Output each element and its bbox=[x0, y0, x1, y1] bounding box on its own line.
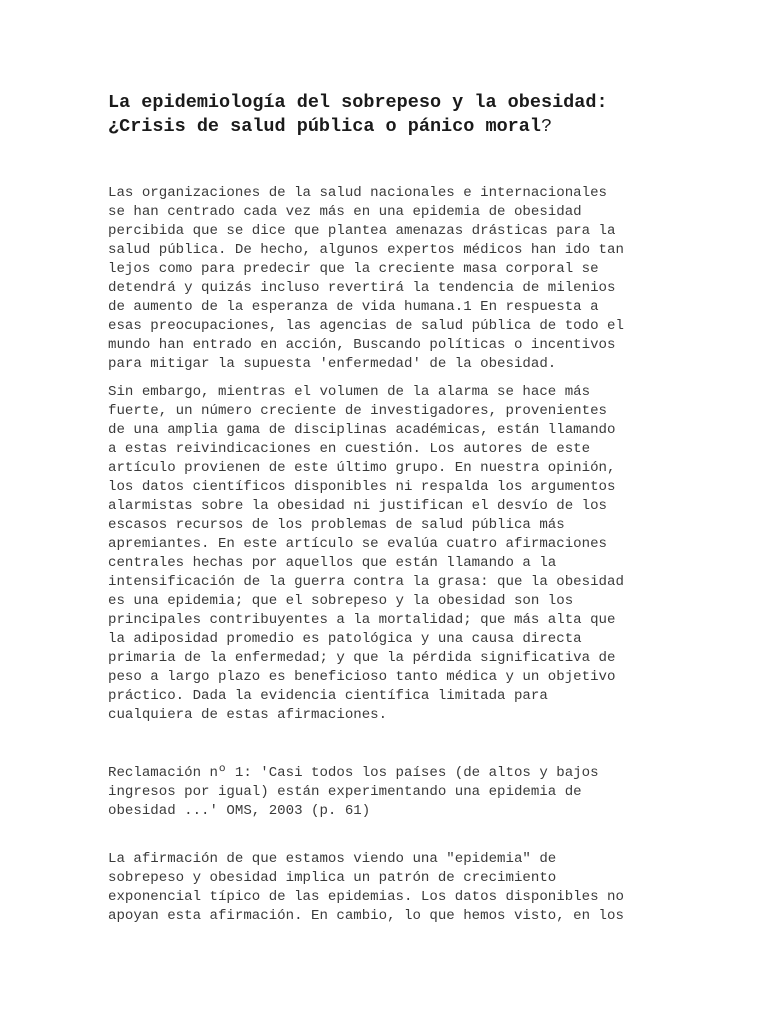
title-line-1: La epidemiología del sobrepeso y la obesidad: bbox=[108, 92, 608, 113]
para-line: Reclamación nº 1: 'Casi todos los países (de altos y bajos bbox=[108, 765, 599, 781]
para-line: apoyan esta afirmación. En cambio, lo que hemos visto, en los bbox=[108, 908, 624, 924]
para-line: para mitigar la supuesta 'enfermedad' de la obesidad. bbox=[108, 356, 557, 372]
para-line: ingresos por igual) están experimentando una epidemia de bbox=[108, 784, 582, 800]
para-line: esas preocupaciones, las agencias de salud pública de todo el bbox=[108, 318, 624, 334]
para-line: Sin embargo, mientras el volumen de la alarma se hace más bbox=[108, 384, 591, 400]
para-line: primaria de la enfermedad; y que la pérdida significativa de bbox=[108, 650, 616, 666]
paragraph-intro bbox=[108, 184, 624, 374]
para-line: principales contribuyentes a la mortalidad; que más alta que bbox=[108, 612, 616, 628]
para-line: La afirmación de que estamos viendo una "epidemia" de bbox=[108, 851, 557, 867]
para-line: fuerte, un número creciente de investigadores, provenientes bbox=[108, 403, 607, 419]
para-line: alarmistas sobre la obesidad ni justifican el desvío de los bbox=[108, 498, 607, 514]
para-line: Las organizaciones de la salud nacionales e internacionales bbox=[108, 185, 607, 201]
para-line: se han centrado cada vez más en una epidemia de obesidad bbox=[108, 204, 582, 220]
para-line: de una amplia gama de disciplinas académicas, están llamando bbox=[108, 422, 616, 438]
para-line: a estas reivindicaciones en cuestión. Los autores de este bbox=[108, 441, 591, 457]
para-line: obesidad ...' OMS, 2003 (p. 61) bbox=[108, 803, 371, 819]
para-line: apremiantes. En este artículo se evalúa cuatro afirmaciones bbox=[108, 536, 607, 552]
para-line: centrales hechas por aquellos que están llamando a la bbox=[108, 555, 557, 571]
para-line: es una epidemia; que el sobrepeso y la obesidad son los bbox=[108, 593, 574, 609]
para-line: artículo provienen de este último grupo. En nuestra opinión, bbox=[108, 460, 616, 476]
paragraph-counterargument bbox=[108, 383, 624, 725]
para-line: práctico. Dada la evidencia científica limitada para bbox=[108, 688, 548, 704]
para-line: percibida que se dice que plantea amenazas drásticas para la bbox=[108, 223, 616, 239]
para-line: peso a largo plazo es beneficioso tanto médica y un objetivo bbox=[108, 669, 616, 685]
title-line-2: ¿Crisis de salud pública o pánico moral bbox=[108, 116, 541, 137]
para-line: salud pública. De hecho, algunos expertos médicos han ido tan bbox=[108, 242, 624, 258]
para-line: intensificación de la guerra contra la grasa: que la obesidad bbox=[108, 574, 624, 590]
para-line: lejos como para predecir que la creciente masa corporal se bbox=[108, 261, 599, 277]
para-line: la adiposidad promedio es patológica y una causa directa bbox=[108, 631, 582, 647]
para-line: cualquiera de estas afirmaciones. bbox=[108, 707, 388, 723]
paragraph-epidemic-claim bbox=[108, 850, 624, 926]
title-question-mark: ? bbox=[540, 116, 553, 137]
para-line: los datos científicos disponibles ni respalda los argumentos bbox=[108, 479, 616, 495]
para-line: exponencial típico de las epidemias. Los datos disponibles no bbox=[108, 889, 624, 905]
para-line: escasos recursos de los problemas de salud pública más bbox=[108, 517, 565, 533]
para-line: sobrepeso y obesidad implica un patrón de crecimiento bbox=[108, 870, 557, 886]
document-title bbox=[108, 91, 608, 139]
para-line: de aumento de la esperanza de vida humana.1 En respuesta a bbox=[108, 299, 599, 315]
paragraph-claim-1 bbox=[108, 764, 599, 821]
para-line: detendrá y quizás incluso revertirá la tendencia de milenios bbox=[108, 280, 616, 296]
para-line: mundo han entrado en acción, Buscando políticas o incentivos bbox=[108, 337, 616, 353]
